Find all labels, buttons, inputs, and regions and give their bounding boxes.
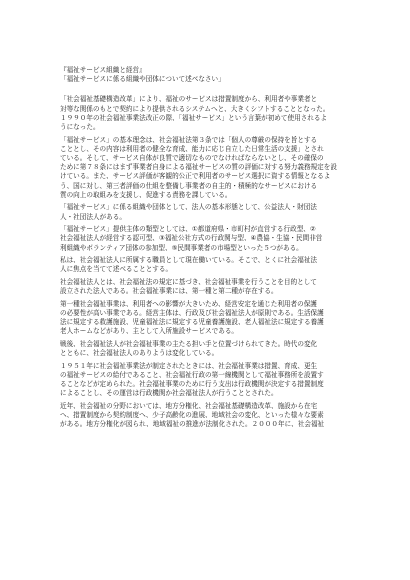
paragraph xyxy=(60,95,352,132)
paragraph xyxy=(60,278,352,296)
paragraph-line: 社会福祉法人とは、社会福祉法の規定に基づき、社会福祉事業を行うことを目的として xyxy=(60,278,317,287)
paragraph-line: とともに、社会福祉法人のありようは変化している。 xyxy=(60,349,219,358)
paragraph-line: 対等な関係のもとで契約により提供されるシステムへと、大きくシフトすることとなった。 xyxy=(60,104,330,113)
paragraph-line: 質の向上の取組みを支援し、促進する責務を課している。 xyxy=(60,190,232,199)
paragraph-line: ている。そして、サービス自体が良質で適切なものでなければならないとし、その確保の xyxy=(60,154,324,163)
paragraph-line: 人に焦点を当てて述べることとする。 xyxy=(60,265,173,274)
paragraph-line: の必要性が高い事業である。経営主体は、行政及び社会福祉法人が原則である。生活保護 xyxy=(60,309,324,318)
paragraph xyxy=(60,300,352,337)
paragraph xyxy=(60,340,352,358)
paragraph-line: 人・社団法人がある。 xyxy=(60,212,126,221)
paragraph-line: 「福祉サービス」提供主体の類型としては、①都道府県・市町村が直営する行政型、② xyxy=(60,225,316,234)
paragraph-line: 老人ホームなどがあり、主として入所施設サービスである。 xyxy=(60,327,239,336)
paragraph xyxy=(60,256,352,274)
paragraph-line: 「福祉サービス」に係る組織や団体として、法人の基本形態として、公益法人・財団法 xyxy=(60,203,317,212)
paragraph-line: 利組織やボランティア団体の参加型、⑤民間事業者の市場型といった５つがある。 xyxy=(60,243,303,252)
paragraph-line: 法に規定する救護施設、児童福祉法に規定する児童養護施設、老人福祉法に規定する養護 xyxy=(60,318,324,327)
paragraph-line: こととし、その内容は利用者の健全な育成、能力に応じ自立した日常生活の支援」とされ xyxy=(60,144,324,153)
paragraph-line: けている。また、サービス評価が客観的公正で利用者のサービス選択に資する情報となるよ xyxy=(60,172,331,181)
paragraph xyxy=(60,225,352,253)
essay-title: 『福祉サービス組織と経営』 xyxy=(60,66,146,74)
paragraph-line: １９９０年の社会福祉事業法改正の際、「福祉サービス」という言葉が初めて使用されるよ xyxy=(60,113,328,122)
paragraph xyxy=(60,203,352,221)
paragraph-line: うになった。 xyxy=(60,123,100,132)
essay-heading xyxy=(60,66,352,84)
essay-body xyxy=(60,95,352,429)
paragraph-line: う、国に対し、第三者評価の仕組を整備し事業者の自主的・積極的なサービスにおける xyxy=(60,181,318,190)
paragraph-line: ために第７８条にはまず事業者自身による福祉サービスの質の評価に対する努力義務規定を設 xyxy=(60,163,337,172)
paragraph-line: がある。地方分権化が図られ、地域福祉の推進が法制化された。２０００年に、社会福祉 xyxy=(60,420,325,429)
paragraph-line: 私は、社会福祉法人に所属する職員として現在働いている。そこで、とくに社会福祉法 xyxy=(60,256,318,265)
paragraph-line: へ、措置制度から契約制度へ、少子高齢化の進展、地域社会の変化、といった様々な要素 xyxy=(60,411,324,420)
essay-question: 「福祉サービスに係る組織や団体について述べなさい」 xyxy=(60,75,225,84)
paragraph-line: 戦後、社会福祉法人が社会福祉事業の主たる担い手と位置づけられてきた。時代の変化 xyxy=(60,340,318,349)
paragraph-line: によることし、その運営は行政機関か社会福祉法人が行うこととされた。 xyxy=(60,389,278,398)
paragraph-line: の福祉サービスの給付であること、社会福祉行政の第一線機関として福祉事務所を設置す xyxy=(60,371,324,380)
paragraph xyxy=(60,402,352,430)
paragraph-line: 「社会福祉基礎構造改革」により、福祉のサービスは措置制度から、利用者や事業者と xyxy=(60,95,318,104)
paragraph-line: 設立された法人である。社会福祉事業には、第一種と第二種が存在する。 xyxy=(60,287,278,296)
heading-spacer xyxy=(60,84,352,95)
paragraph xyxy=(60,136,352,200)
paragraph-line: ることなどが定められた。社会福祉事業のために行う支出は行政機関が決定する措置制度 xyxy=(60,380,324,389)
paragraph-line: 近年、社会福祉の分野においては、地方分権化、社会福祉基礎構造改革、施設から在宅 xyxy=(60,402,318,411)
paragraph-line: 第一種社会福祉事業は、利用者への影響が大きいため、経営安定を通じた利用者の保護 xyxy=(60,299,317,308)
paragraph-line: １９５１年に社会福祉事業法が制定されたときには、社会福祉事業は措置、育成、更生 xyxy=(60,361,318,370)
paragraph-line: 「福祉サービス」の基本理念は、社会福祉法第３条では「個人の尊厳の保持を旨とする xyxy=(60,135,318,144)
paragraph-line: 社会福祉法人が経営する認可型、③福祉公社方式の行政関与型、④農協・生協・民間非営 xyxy=(60,234,323,243)
paragraph xyxy=(60,362,352,399)
